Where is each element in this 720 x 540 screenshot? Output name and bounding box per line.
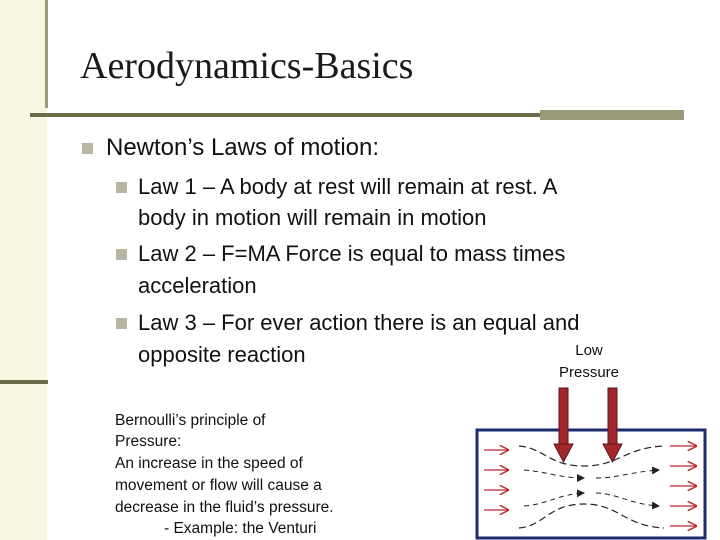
venturi-diagram xyxy=(474,378,710,540)
left-rule-lower xyxy=(0,380,48,384)
bullet-newtons-laws: Newton’s Laws of motion: xyxy=(106,134,380,161)
title-rule-accent xyxy=(540,110,684,120)
law-2-line-1: Law 2 – F=MA Force is equal to mass times xyxy=(138,241,566,266)
law-3-line-1: Law 3 – For ever action there is an equal and xyxy=(138,310,580,335)
square-bullet-icon xyxy=(116,182,127,193)
slide-title: Aerodynamics-Basics xyxy=(80,45,414,87)
left-band xyxy=(0,0,47,540)
square-bullet-icon xyxy=(116,249,127,260)
low-pressure-line-2: Pressure xyxy=(558,364,620,381)
low-pressure-line-1: Low xyxy=(575,342,603,359)
square-bullet-icon xyxy=(116,318,127,329)
bernoulli-line-5: decrease in the fluid’s pressure. xyxy=(115,499,334,516)
square-bullet-icon xyxy=(82,143,93,154)
law-3-line-2: opposite reaction xyxy=(138,342,306,367)
bernoulli-line-4: movement or flow will cause a xyxy=(115,477,322,494)
law-1-line-2: body in motion will remain in motion xyxy=(138,205,487,230)
law-2-line-2: acceleration xyxy=(138,273,257,298)
bernoulli-line-2: Pressure: xyxy=(115,433,182,450)
bernoulli-line-6: - Example: the Venturi xyxy=(164,520,317,537)
bernoulli-line-1: Bernoulli’s principle of xyxy=(115,412,266,429)
bernoulli-line-3: An increase in the speed of xyxy=(115,455,303,472)
law-1-line-1: Law 1 – A body at rest will remain at rest. A xyxy=(138,174,558,199)
left-rule xyxy=(45,0,48,108)
